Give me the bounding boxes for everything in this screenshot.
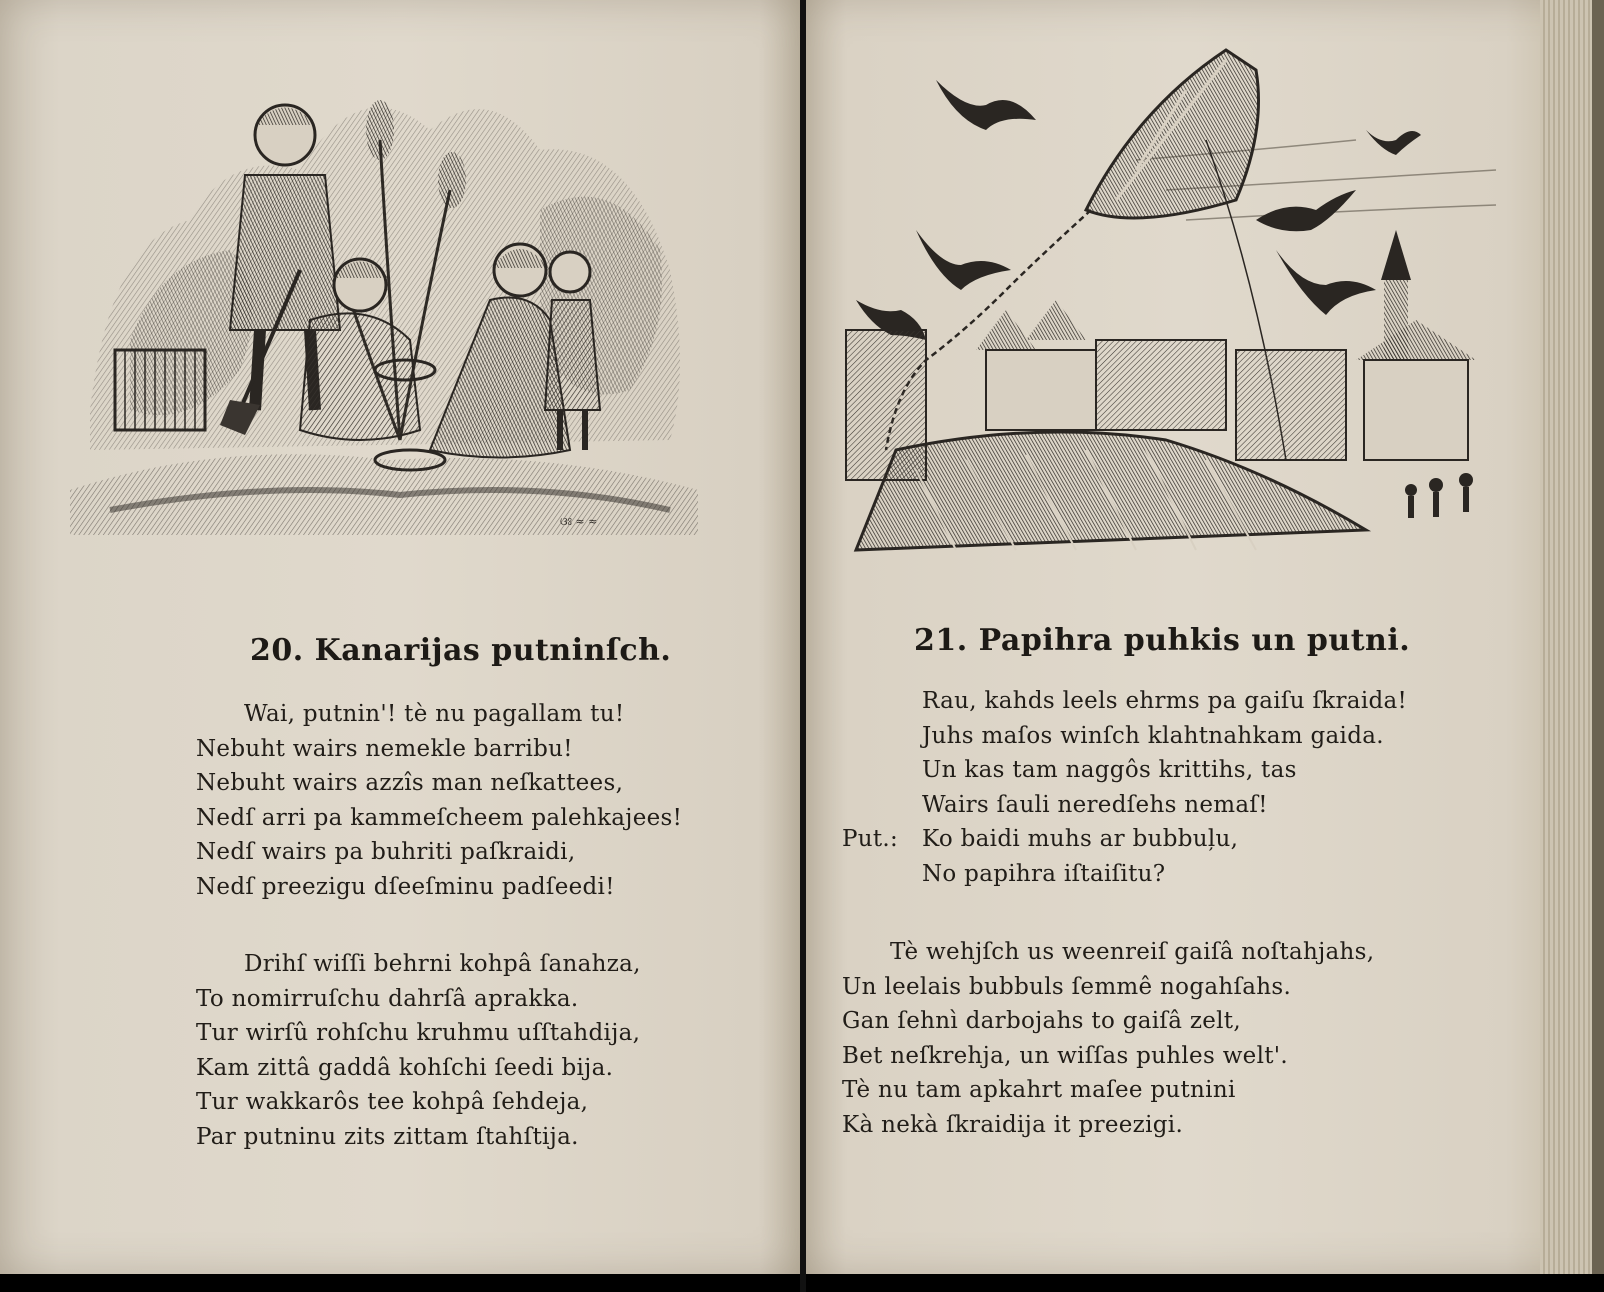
verse-text: Rau, kahds leels ehrms pa gaiſu ſkraida! bbox=[922, 688, 1408, 714]
verse-text: Ko baidi muhs ar bubbuļu, bbox=[922, 826, 1239, 852]
verse-line: Nedſ preezigu dſeeſminu padſeedi! bbox=[196, 873, 615, 900]
verse-line bbox=[842, 822, 1407, 857]
verse-line: Wai, putnin'! tè nu pagallam tu! bbox=[244, 701, 625, 727]
verse-text: Wairs ſauli neredſehs nemaſ! bbox=[922, 791, 1268, 818]
verse-line: Nebuht wairs azzîs man neſkattees, bbox=[196, 770, 624, 796]
stanza-1 bbox=[196, 697, 682, 904]
verse-text: Juhs maſos winſch klahtnahkam gaida. bbox=[922, 722, 1384, 749]
stanza-1 bbox=[842, 684, 1407, 891]
verse-line: Tè nu tam apkahrt maſee putnini bbox=[842, 1077, 1236, 1103]
engraving-children-burying-canary-icon bbox=[70, 10, 698, 535]
verse-line: Nebuht wairs nemekle barribu! bbox=[196, 735, 573, 762]
poem-title-text: Papihra puhkis un putni. bbox=[978, 623, 1411, 658]
verse-line: Drihſ wiſſi behrni kohpâ ſanahza, bbox=[244, 951, 641, 977]
poem-number: 21. bbox=[914, 623, 968, 658]
poem-title-text: Kanarijas putninſch. bbox=[314, 633, 672, 668]
verse-line: Tur wakkarôs tee kohpâ ſehdeja, bbox=[196, 1089, 589, 1115]
verse-line: Par putninu zits zittam ſtahſtija. bbox=[196, 1123, 579, 1150]
poem-number: 20. bbox=[250, 633, 304, 668]
verse-line: Tè wehjſch us weenreiſ gaiſâ noſtahjahs, bbox=[890, 939, 1375, 965]
verse-line bbox=[842, 857, 1407, 892]
verse-line: Nedſ arri pa kammeſcheem palehkajees! bbox=[196, 804, 683, 831]
verse-line: To nomirruſchu dahrſâ aprakka. bbox=[196, 985, 579, 1012]
stanza-2 bbox=[196, 947, 641, 1154]
right-page bbox=[806, 0, 1604, 1274]
svg-text:ଓଃ ≈ ≈: ଓଃ ≈ ≈ bbox=[560, 515, 598, 528]
verse-line: Kà nekà ſkraidija it preezigi. bbox=[842, 1111, 1184, 1138]
verse-text: No papihra iſtaiſitu? bbox=[922, 860, 1166, 887]
verse-line bbox=[842, 684, 1407, 719]
verse-line: Kam zittâ gaddâ kohſchi ſeedi bija. bbox=[196, 1054, 614, 1081]
verse-line bbox=[842, 753, 1407, 788]
speaker-label: Put.: bbox=[842, 826, 899, 852]
verse-text: Un kas tam naggôs krittihs, tas bbox=[922, 757, 1297, 783]
stanza-2 bbox=[842, 935, 1374, 1142]
verse-line: Bet neſkrehja, un wiſſas puhles welt'. bbox=[842, 1042, 1289, 1069]
verse-line: Tur wirſû rohſchu kruhmu uſſtahdija, bbox=[196, 1020, 641, 1046]
poem-title bbox=[914, 623, 1410, 658]
verse-line: Gan ſehnì darbojahs to gaiſâ zelt, bbox=[842, 1008, 1241, 1034]
left-page bbox=[0, 0, 800, 1274]
engraving-kite-over-rooftops-with-birds-icon bbox=[836, 30, 1526, 560]
verse-line: Nedſ wairs pa buhriti paſkraidi, bbox=[196, 839, 576, 865]
verse-line: Un leelais bubbuls ſemmê nogahſahs. bbox=[842, 973, 1292, 1000]
verse-line bbox=[842, 788, 1407, 823]
verse-line bbox=[842, 719, 1407, 754]
page-edges bbox=[1540, 0, 1604, 1274]
poem-title bbox=[250, 633, 671, 668]
